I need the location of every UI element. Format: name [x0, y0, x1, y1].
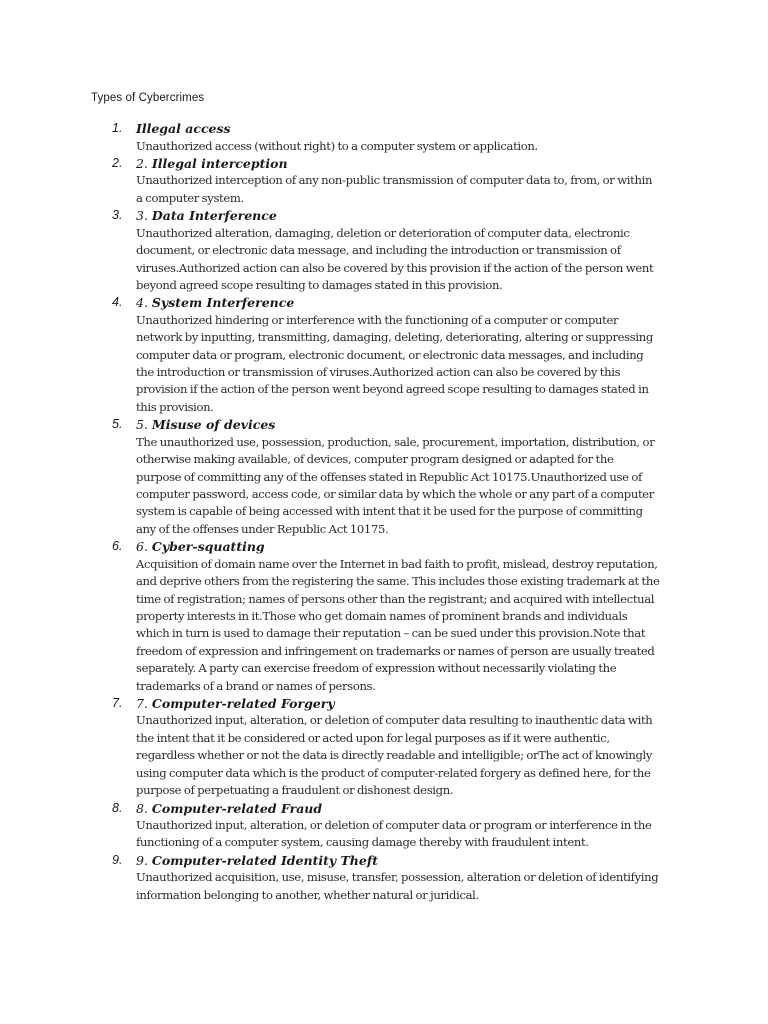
- list-item-system-interference: [0, 294, 768, 416]
- list-item-number: 9.: [112, 852, 123, 867]
- heading-text: Computer-related Identity Theft: [151, 852, 378, 868]
- list-item-heading: [136, 155, 660, 173]
- heading-prefix: 2.: [136, 155, 152, 171]
- heading-prefix: 9.: [136, 852, 152, 868]
- list-item-number: 5.: [112, 417, 123, 432]
- list-item-number: 2.: [112, 155, 123, 170]
- heading-prefix: 4.: [136, 295, 152, 311]
- heading-text: Data Interference: [151, 208, 277, 224]
- list-item-heading: [136, 120, 660, 138]
- list-item-number: 3.: [112, 208, 123, 223]
- list-item-heading: [136, 800, 660, 818]
- heading-prefix: 8.: [136, 800, 152, 816]
- heading-text: Computer-related Forgery: [151, 695, 335, 711]
- list-item-body: Unauthorized interception of any non-public transmission of computer data to, from, or within a computer system.: [136, 173, 653, 205]
- list-item-illegal-interception: [0, 155, 768, 207]
- list-item-body: Unauthorized acquisition, use, misuse, transfer, possession, alteration or deletion of identifying information belonging to another, whether natural or juridical.: [136, 870, 659, 902]
- list-item-heading: [136, 207, 660, 225]
- heading-prefix: 3.: [136, 208, 152, 224]
- list-item-data-interference: [0, 207, 768, 294]
- list-item-illegal-access: [0, 120, 768, 155]
- heading-text: Computer-related Fraud: [151, 800, 323, 816]
- list-item-heading: [136, 852, 660, 870]
- heading-text: System Interference: [151, 295, 295, 311]
- list-item-computer-related-fraud: [0, 800, 768, 852]
- list-item-heading: [136, 294, 660, 312]
- heading-text: Illegal access: [136, 121, 231, 136]
- list-item-number: 1.: [112, 121, 123, 135]
- list-item-heading: [136, 538, 660, 556]
- heading-text: Cyber-squatting: [151, 539, 265, 555]
- list-item-body: Unauthorized access (without right) to a computer system or application.: [136, 138, 538, 153]
- cybercrime-list: [0, 120, 768, 904]
- heading-prefix: 5.: [136, 417, 152, 433]
- list-item-body: Unauthorized hindering or interference with the functioning of a computer or computer network by inputting, transmitting, damaging, deleting, deteriorating, altering or suppressing computer data or program, electronic document, or electronic data messages, and including the introduction or transmission of viruses.Authorized action can also be covered by this provision if the action of the person went beyond agreed scope resulting to damages stated in this provision.: [136, 312, 653, 414]
- list-item-number: 6.: [112, 539, 123, 554]
- list-item-body: Unauthorized input, alteration, or deletion of computer data or program or interference in the functioning of a computer system, causing damage thereby with fraudulent intent.: [136, 818, 652, 850]
- list-item-cyber-squatting: [0, 538, 768, 695]
- list-item-body: Acquisition of domain name over the Internet in bad faith to profit, mislead, destroy reputation, and deprive others from the registering the same. This includes those existing trademark at the time of registration; names of persons other than the registrant; and acquired with intellectual property interests in it.Those who get domain names of prominent brands and individuals which in turn is used to damage their reputation – can be sued under this provision.Note that freedom of expression and infringement on trademarks or names of person are usually treated separately. A party can exercise freedom of expression without necessarily violating the trademarks of a brand or names of persons.: [136, 556, 660, 693]
- list-item-computer-related-identity-theft: [0, 852, 768, 904]
- list-item-number: 4.: [112, 295, 123, 310]
- heading-text: Misuse of devices: [151, 417, 276, 433]
- list-item-body: Unauthorized alteration, damaging, deletion or deterioration of computer data, electronic document, or electronic data message, and including the introduction or transmission of viruses.Authorized action can also be covered by this provision if the action of the person went beyond agreed scope resulting to damages stated in this provision.: [136, 225, 654, 292]
- list-item-heading: [136, 416, 660, 434]
- list-item-heading: [136, 695, 660, 713]
- list-item-number: 8.: [112, 800, 123, 815]
- heading-prefix: 7.: [136, 695, 152, 711]
- list-item-misuse-of-devices: [0, 416, 768, 538]
- list-item-number: 7.: [112, 695, 123, 710]
- list-item-body: Unauthorized input, alteration, or deletion of computer data resulting to inauthentic data with the intent that it be considered or acted upon for legal purposes as if it were authentic, regardless whether or not the data is directly readable and intelligible; orThe act of knowingly using computer data which is the product of computer-related forgery as defined here, for the purpose of perpetuating a fraudulent or dishonest design.: [136, 713, 653, 798]
- document-title: Types of Cybercrimes: [91, 92, 205, 104]
- list-item-body: The unauthorized use, possession, production, sale, procurement, importation, distribution, or otherwise making available, of devices, computer program designed or adapted for the purpose of committing any of the offenses stated in Republic Act 10175.Unauthorized use of computer password, access code, or similar data by which the whole or any part of a computer system is capable of being accessed with intent that it be used for the purpose of committing any of the offenses under Republic Act 10175.: [136, 434, 655, 536]
- heading-prefix: 6.: [136, 539, 152, 555]
- list-item-computer-related-forgery: [0, 695, 768, 800]
- heading-text: Illegal interception: [151, 155, 288, 171]
